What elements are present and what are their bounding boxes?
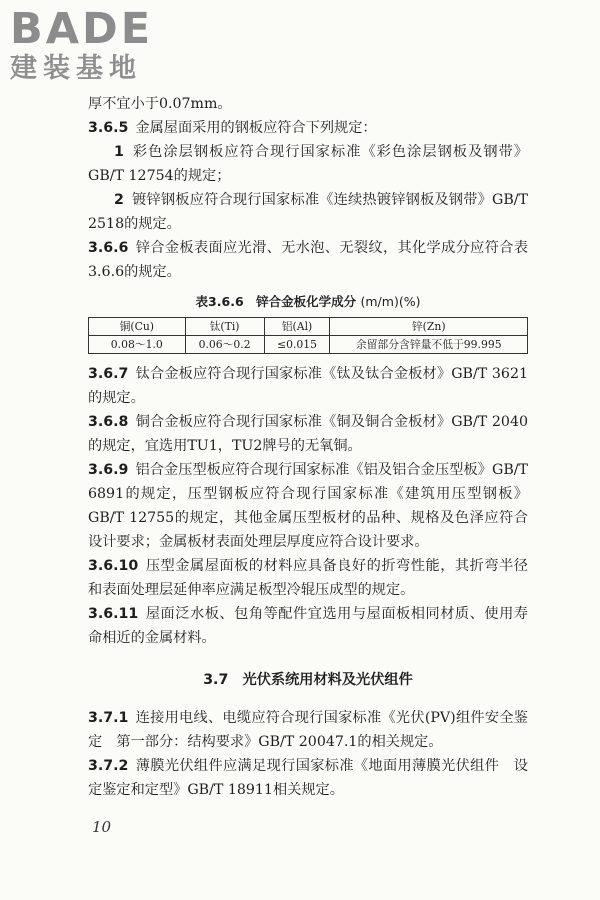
item-number: 1: [114, 144, 124, 160]
clause-3-6-7: [88, 362, 528, 410]
table-row: [89, 336, 528, 354]
clause-text: 薄膜光伏组件应满足现行国家标准《地面用薄膜光伏组件 设定鉴定和定型》GB/T 18911相关规定。: [88, 758, 528, 798]
clause-number: 3.6.10: [88, 558, 139, 574]
clause-3-7-2: [88, 754, 528, 802]
clause-number: 3.6.11: [88, 606, 139, 622]
table-cell: 0.08～1.0: [89, 336, 186, 354]
clause-number: 3.7.1: [88, 710, 129, 726]
clause-number: 3.6.8: [88, 414, 129, 430]
clause-number: 3.6.6: [88, 240, 129, 256]
table-unit: (m/m)(%): [360, 294, 421, 309]
table-header-cell: 铜(Cu): [89, 318, 186, 336]
clause-number: 3.6.9: [88, 462, 129, 478]
clause-text: 钛合金板应符合现行国家标准《钛及钛合金板材》GB/T 3621的规定。: [88, 366, 528, 406]
clause-3-7-1: [88, 706, 528, 754]
clause-text: 铝合金压型板应符合现行国家标准《铝及铝合金压型板》GB/T 6891的规定，压型钢板应符合现行国家标准《建筑用压型钢板》GB/T 12755的规定，其他金属压型板材的品种、规格及色泽应符合设计要求；金属板材表面处理层厚度应符合设计要求。: [88, 462, 528, 550]
clause-number: 3.7.2: [88, 758, 129, 774]
clause-3-6-5-item-2: [88, 188, 528, 236]
clause-text: 金属屋面采用的钢板应符合下列规定：: [135, 120, 377, 136]
page-content: [88, 92, 528, 802]
item-text: 彩色涂层钢板应符合现行国家标准《彩色涂层钢板及钢带》GB/T 12754的规定；: [88, 144, 528, 184]
clause-3-6-8: [88, 410, 528, 458]
section-title: [88, 668, 528, 692]
clause-text: 屋面泛水板、包角等配件宜选用与屋面板相同材质、使用寿命相近的金属材料。: [88, 606, 528, 646]
clause-number: 3.6.7: [88, 366, 129, 382]
clause-3-6-9: [88, 458, 528, 554]
table-header-cell: 铝(Al): [264, 318, 330, 336]
clause-number: 3.6.5: [88, 120, 129, 136]
intro-fragment: 厚不宜小于0.07mm。: [88, 96, 232, 112]
table-header-row: [89, 318, 528, 336]
composition-table: [88, 317, 528, 354]
clause-3-6-6: [88, 236, 528, 284]
watermark-logo: BADE: [10, 4, 154, 54]
clause-text: 连接用电线、电缆应符合现行国家标准《光伏(PV)组件安全鉴定 第一部分：结构要求》GB/T 20047.1的相关规定。: [88, 710, 528, 750]
page-number: 10: [92, 818, 112, 836]
table-cell: 余留部分含锌量不低于99.995: [330, 336, 528, 354]
watermark: [10, 6, 175, 86]
item-text: 镀锌钢板应符合现行国家标准《连续热镀锌钢板及钢带》GB/T 2518的规定。: [88, 192, 528, 232]
clause-3-6-5: [88, 116, 528, 140]
clause-text: 铜合金板应符合现行国家标准《铜及铜合金板材》GB/T 2040的规定，宜选用TU1，TU2牌号的无氧铜。: [88, 414, 528, 454]
clause-3-6-10: [88, 554, 528, 602]
item-number: 2: [114, 192, 124, 208]
section-number: 3.7: [203, 672, 229, 688]
table-caption: [88, 293, 528, 311]
table-header-cell: 钛(Ti): [185, 318, 264, 336]
clause-text: 压型金属屋面板的材料应具备良好的折弯性能，其折弯半径和表面处理层延伸率应满足板型冷辊压成型的规定。: [88, 558, 528, 598]
table-header-cell: 锌(Zn): [330, 318, 528, 336]
clause-text: 锌合金板表面应光滑、无水泡、无裂纹，其化学成分应符合表3.6.6的规定。: [88, 240, 528, 280]
clause-3-6-11: [88, 602, 528, 650]
table-cell: ≤0.015: [264, 336, 330, 354]
clause-3-6-5-item-1: [88, 140, 528, 188]
section-title-text: 光伏系统用材料及光伏组件: [242, 672, 413, 688]
watermark-subtitle: 建装基地: [10, 53, 142, 84]
table-cell: 0.06～0.2: [185, 336, 264, 354]
table-title: 表3.6.6 锌合金板化学成分: [195, 294, 357, 309]
